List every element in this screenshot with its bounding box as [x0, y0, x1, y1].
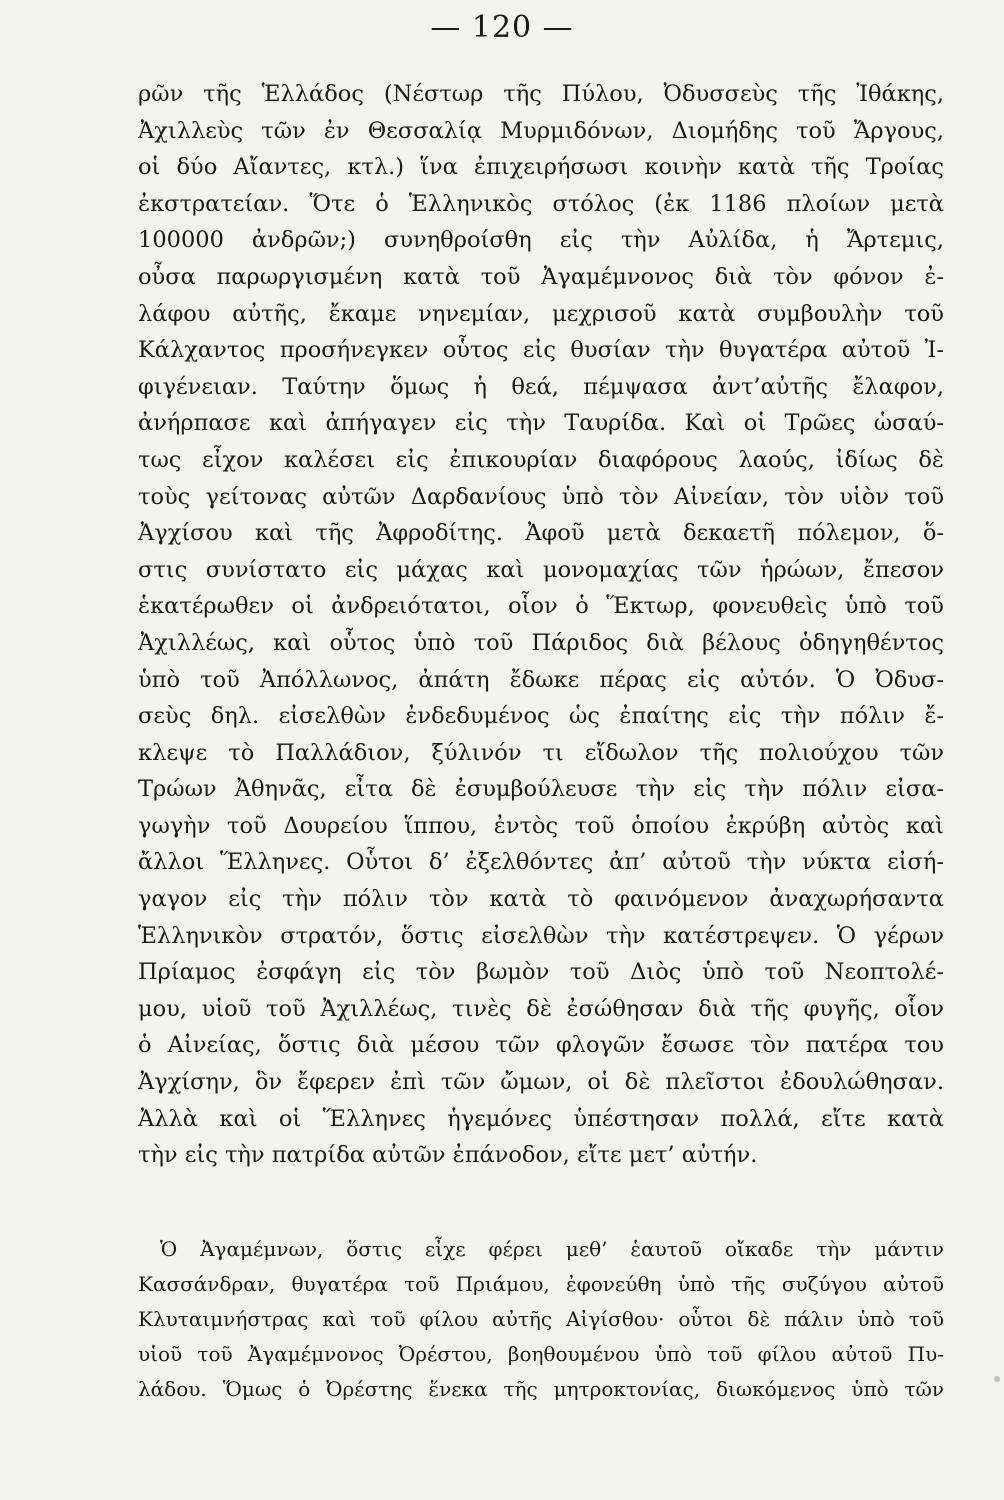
text-line: ἐκστρατείαν. Ὅτε ὁ Ἑλληνικὸς στόλος (ἐκ 1186 πλοίων μετὰ: [138, 190, 944, 217]
text-line: σεὺς δηλ. εἰσελθὼν ἐνδεδυμένος ὡς ἐπαίτης εἰς τὴν πόλιν ἔ-: [138, 703, 944, 730]
main-text-block: [138, 76, 944, 1174]
text-line: γωγὴν τοῦ Δουρείου ἵππου, ἐντὸς τοῦ ὁποίου ἐκρύβη αὐτὸς καὶ: [138, 812, 944, 839]
text-line: ἑκατέρωθεν οἱ ἀνδρειότατοι, οἷον ὁ Ἕκτωρ, φονευθεὶς ὑπὸ τοῦ: [138, 593, 944, 620]
text-line: τὴν εἰς τὴν πατρίδα αὐτῶν ἐπάνοδον, εἴτε μετ’ αὐτήν.: [138, 1142, 758, 1169]
text-line: μου, υἱοῦ τοῦ Ἀχιλλέως, τινὲς δὲ ἐσώθησαν διὰ τῆς φυγῆς, οἷον: [138, 995, 944, 1022]
small-text-line: Κασσάνδραν, θυγατέρα τοῦ Πριάμου, ἐφονεύθη ὑπὸ τῆς συζύγου αὐτοῦ: [138, 1272, 944, 1296]
page-number: — 120 —: [430, 10, 574, 45]
text-line: τως εἶχον καλέσει εἰς ἐπικουρίαν διαφόρους λαούς, ἰδίως δὲ: [138, 446, 944, 473]
text-line: Ἀλλὰ καὶ οἱ Ἕλληνες ἡγεμόνες ὑπέστησαν πολλά, εἴτε κατὰ: [138, 1105, 944, 1132]
small-text-line: Κλυταιμνήστρας καὶ τοῦ φίλου αὐτῆς Αἰγίσθου· οὗτοι δὲ πάλιν ὑπὸ τοῦ: [138, 1307, 944, 1331]
text-line: στις συνίστατο εἰς μάχας καὶ μονομαχίας τῶν ἡρώων, ἔπεσον: [138, 556, 944, 583]
small-text-block: [138, 1232, 944, 1407]
text-line: ἄλλοι Ἕλληνες. Οὗτοι δ’ ἐξελθόντες ἀπ’ αὐτοῦ τὴν νύκτα εἰσή-: [138, 849, 944, 876]
small-text-line: υἱοῦ τοῦ Ἀγαμέμνονος Ὀρέστου, βοηθουμένου ὑπὸ τοῦ φίλου αὐτοῦ Πυ-: [138, 1342, 944, 1366]
text-line: οἱ δύο Αἴαντες, κτλ.) ἵνα ἐπιχειρήσωσι κοινὴν κατὰ τῆς Τροίας: [138, 154, 944, 181]
text-line: Ἀγχίσην, ὃν ἔφερεν ἐπὶ τῶν ὤμων, οἱ δὲ πλεῖστοι ἐδουλώθησαν.: [138, 1069, 944, 1096]
text-line: γαγον εἰς τὴν πόλιν τὸν κατὰ τὸ φαινόμενον ἀναχωρήσαντα: [138, 886, 944, 913]
text-line: ρῶν τῆς Ἑλλάδος (Νέστωρ τῆς Πύλου, Ὀδυσσεὺς τῆς Ἰθάκης,: [138, 81, 944, 107]
text-line: Ἀγχίσου καὶ τῆς Ἀφροδίτης. Ἀφοῦ μετὰ δεκαετῆ πόλεμον, ὅ-: [138, 520, 944, 547]
text-line: Ἀχιλλέως, καὶ οὗτος ὑπὸ τοῦ Πάριδος διὰ βέλους ὁδηγηθέντος: [138, 629, 944, 656]
text-line: τοὺς γείτονας αὐτῶν Δαρδανίους ὑπὸ τὸν Αἰνείαν, τὸν υἱὸν τοῦ: [138, 483, 944, 510]
text-line: ὑπὸ τοῦ Ἀπόλλωνος, ἀπάτη ἔδωκε πέρας εἰς αὐτόν. Ὁ Ὀδυσ-: [138, 666, 944, 693]
text-line: Ἑλληνικὸν στρατόν, ὅστις εἰσελθὼν τὴν κατέστρεψεν. Ὁ γέρων: [138, 922, 944, 949]
text-line: ἀνήρπασε καὶ ἀπήγαγεν εἰς τὴν Ταυρίδα. Καὶ οἱ Τρῶες ὡσαύ-: [138, 410, 944, 437]
text-line: ὁ Αἰνείας, ὅστις διὰ μέσου τῶν φλογῶν ἔσωσε τὸν πατέρα του: [138, 1032, 944, 1059]
text-line: 100000 ἀνδρῶν;) συνηθροίσθη εἰς τὴν Αὐλίδα, ἡ Ἄρτεμις,: [138, 227, 944, 254]
text-line: Κάλχαντος προσήνεγκεν οὗτος εἰς θυσίαν τὴν θυγατέρα αὐτοῦ Ἰ-: [138, 337, 944, 364]
text-line: κλεψε τὸ Παλλάδιον, ξύλινόν τι εἴδωλον τῆς πολιούχου τῶν: [138, 739, 944, 766]
text-line: Πρίαμος ἐσφάγη εἰς τὸν βωμὸν τοῦ Διὸς ὑπὸ τοῦ Νεοπτολέ-: [138, 959, 944, 986]
small-text-line: Ὁ Ἀγαμέμνων, ὅστις εἶχε φέρει μεθ’ ἑαυτοῦ οἴκαδε τὴν μάντιν: [160, 1237, 944, 1261]
paper-speck: [994, 1376, 1000, 1382]
text-line: Τρώων Ἀθηνᾶς, εἶτα δὲ ἐσυμβούλευσε τὴν εἰς τὴν πόλιν εἰσα-: [138, 776, 944, 803]
text-line: οὖσα παρωργισμένη κατὰ τοῦ Ἀγαμέμνονος διὰ τὸν φόνον ἐ-: [138, 263, 944, 290]
small-text-line: λάδου. Ὅμως ὁ Ὀρέστης ἕνεκα τῆς μητροκτονίας, διωκόμενος ὑπὸ τῶν: [138, 1377, 944, 1401]
text-line: Ἀχιλλεὺς τῶν ἐν Θεσσαλίᾳ Μυρμιδόνων, Διομήδης τοῦ Ἄργους,: [138, 117, 944, 144]
text-line: φιγένειαν. Ταύτην ὅμως ἡ θεά, πέμψασα ἀντ’αὐτῆς ἔλαφον,: [138, 373, 944, 400]
text-line: λάφου αὐτῆς, ἔκαμε νηνεμίαν, μεχρισοῦ κατὰ συμβουλὴν τοῦ: [138, 300, 944, 327]
